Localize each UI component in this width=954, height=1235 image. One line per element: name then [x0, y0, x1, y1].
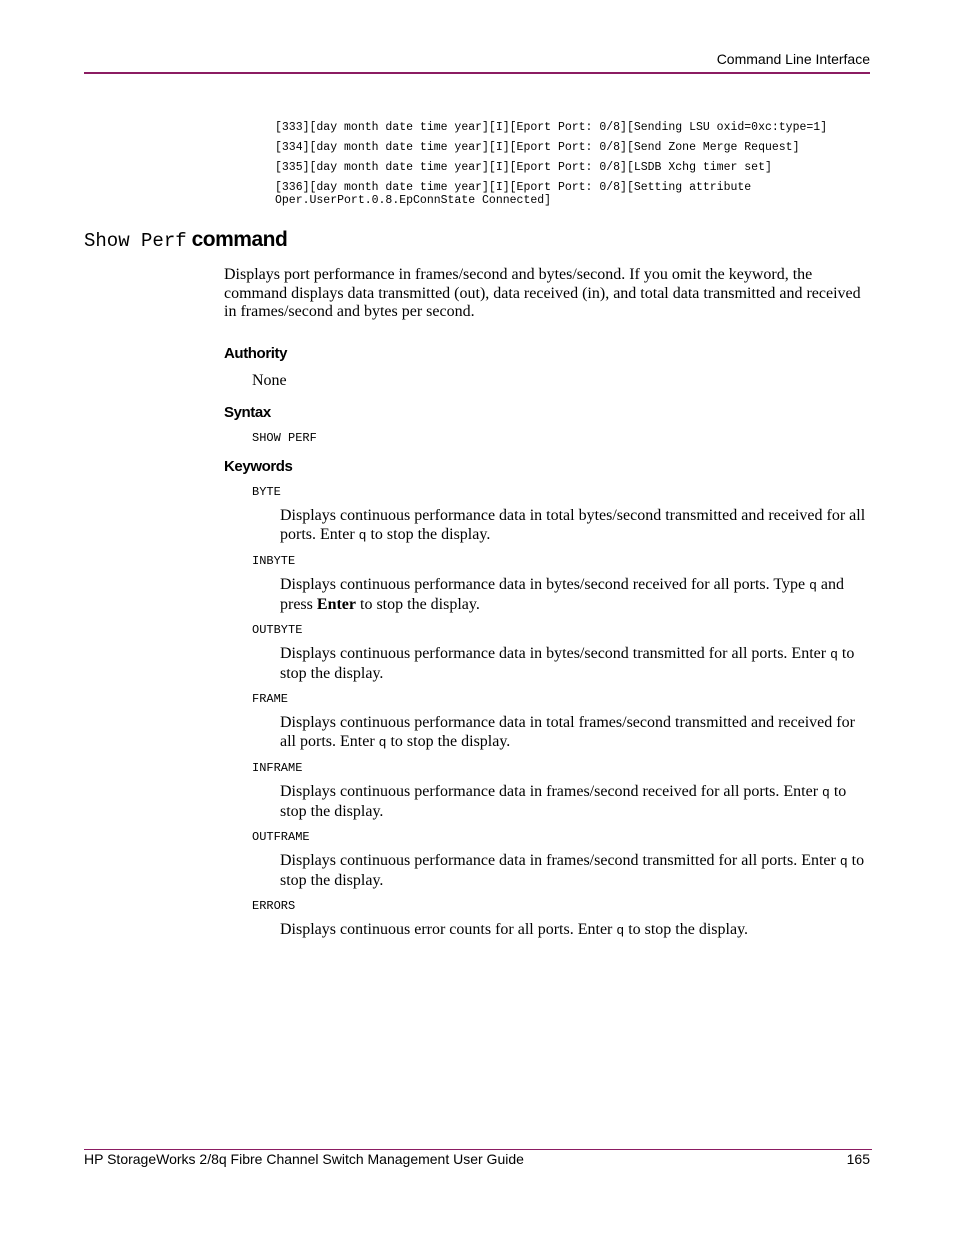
keyword-description — [224, 852, 870, 890]
keyword-entry — [224, 692, 870, 752]
command-name: Show Perf — [84, 230, 187, 252]
section-heading — [84, 228, 287, 252]
key-code: q — [616, 923, 625, 938]
intro-paragraph: Displays port performance in frames/second and bytes/second. If you omit the keyword, the command displays data transmitted (out), data received (in), and total data transmitted and received in frames/second and bytes per second. — [224, 266, 861, 320]
desc-text: to stop the display. — [280, 645, 855, 682]
key-code: q — [809, 578, 817, 593]
log-output-block — [275, 121, 875, 214]
keyword-name: OUTFRAME — [252, 830, 310, 844]
log-line: [335][day month date time year][I][Eport Port: 0/8][LSDB Xchg timer set] — [275, 161, 772, 174]
key-code: q — [830, 647, 838, 662]
desc-text: Displays continuous performance data in frames/second transmitted for all ports. Enter — [280, 852, 840, 869]
footer-rule — [84, 1149, 872, 1150]
desc-text: to stop the display. — [624, 921, 749, 938]
desc-text: Displays continuous performance data in frames/second received for all ports. Enter — [280, 783, 823, 800]
keyword-description — [224, 507, 870, 545]
keyword-description — [224, 576, 870, 614]
keyword-name: INFRAME — [252, 761, 303, 775]
key-code: q — [839, 854, 848, 869]
desc-text: Displays continuous error counts for all ports. Enter — [280, 921, 617, 938]
keyword-description — [224, 714, 870, 752]
syntax-heading: Syntax — [224, 404, 271, 421]
header-rule — [84, 72, 870, 74]
running-header: Command Line Interface — [716, 51, 870, 67]
desc-text: to stop the display. — [366, 525, 491, 543]
syntax-value: SHOW PERF — [252, 431, 317, 445]
desc-text: Displays continuous performance data in total bytes/second transmitted and received for all ports. Enter — [280, 507, 866, 543]
keyword-list — [224, 485, 870, 941]
section-content — [224, 266, 870, 941]
authority-value: None — [252, 371, 287, 389]
authority-heading: Authority — [224, 344, 288, 362]
desc-text: Displays continuous performance data in bytes/second received for all ports. Type — [280, 576, 810, 593]
desc-text: Displays continuous performance data in bytes/second transmitted for all ports. Enter — [280, 645, 831, 662]
desc-text: to stop the display. — [280, 783, 847, 820]
key-code: q — [358, 527, 367, 543]
log-line: [333][day month date time year][I][Eport Port: 0/8][Sending LSU oxid=0xc:type=1] — [275, 121, 828, 134]
desc-text: Displays continuous performance data in total frames/second transmitted and received for all ports. Enter — [280, 714, 855, 750]
key-code: q — [822, 785, 830, 800]
keyword-name: BYTE — [252, 485, 281, 499]
key-code: q — [378, 734, 387, 750]
keyword-entry — [224, 623, 870, 683]
keyword-name: ERRORS — [252, 899, 296, 913]
keyword-name: OUTBYTE — [252, 623, 303, 637]
keyword-description — [224, 921, 870, 941]
keyword-entry — [224, 899, 870, 941]
keyword-description — [224, 645, 870, 683]
heading-suffix: command — [191, 228, 288, 251]
page-number: 165 — [846, 1151, 870, 1167]
keyword-entry — [224, 554, 870, 614]
desc-text: to stop the display. — [280, 852, 865, 889]
key-label-bold: Enter — [316, 595, 356, 613]
log-line: [334][day month date time year][I][Eport Port: 0/8][Send Zone Merge Request] — [275, 141, 800, 154]
desc-text: to stop the display. — [356, 595, 480, 613]
keyword-entry — [224, 830, 870, 890]
log-line: [336][day month date time year][I][Eport Port: 0/8][Setting attribute Oper.UserPort.0.8.EpConnState Connected] — [275, 181, 752, 207]
desc-text: and press — [280, 576, 845, 613]
keyword-entry — [224, 761, 870, 821]
keyword-name: INBYTE — [252, 554, 296, 568]
keywords-heading: Keywords — [224, 458, 293, 475]
footer-guide-title: HP StorageWorks 2/8q Fibre Channel Switch Management User Guide — [84, 1151, 524, 1167]
keyword-name: FRAME — [252, 692, 289, 706]
desc-text: to stop the display. — [386, 732, 511, 750]
keyword-description — [224, 783, 870, 821]
keyword-entry — [224, 485, 870, 545]
